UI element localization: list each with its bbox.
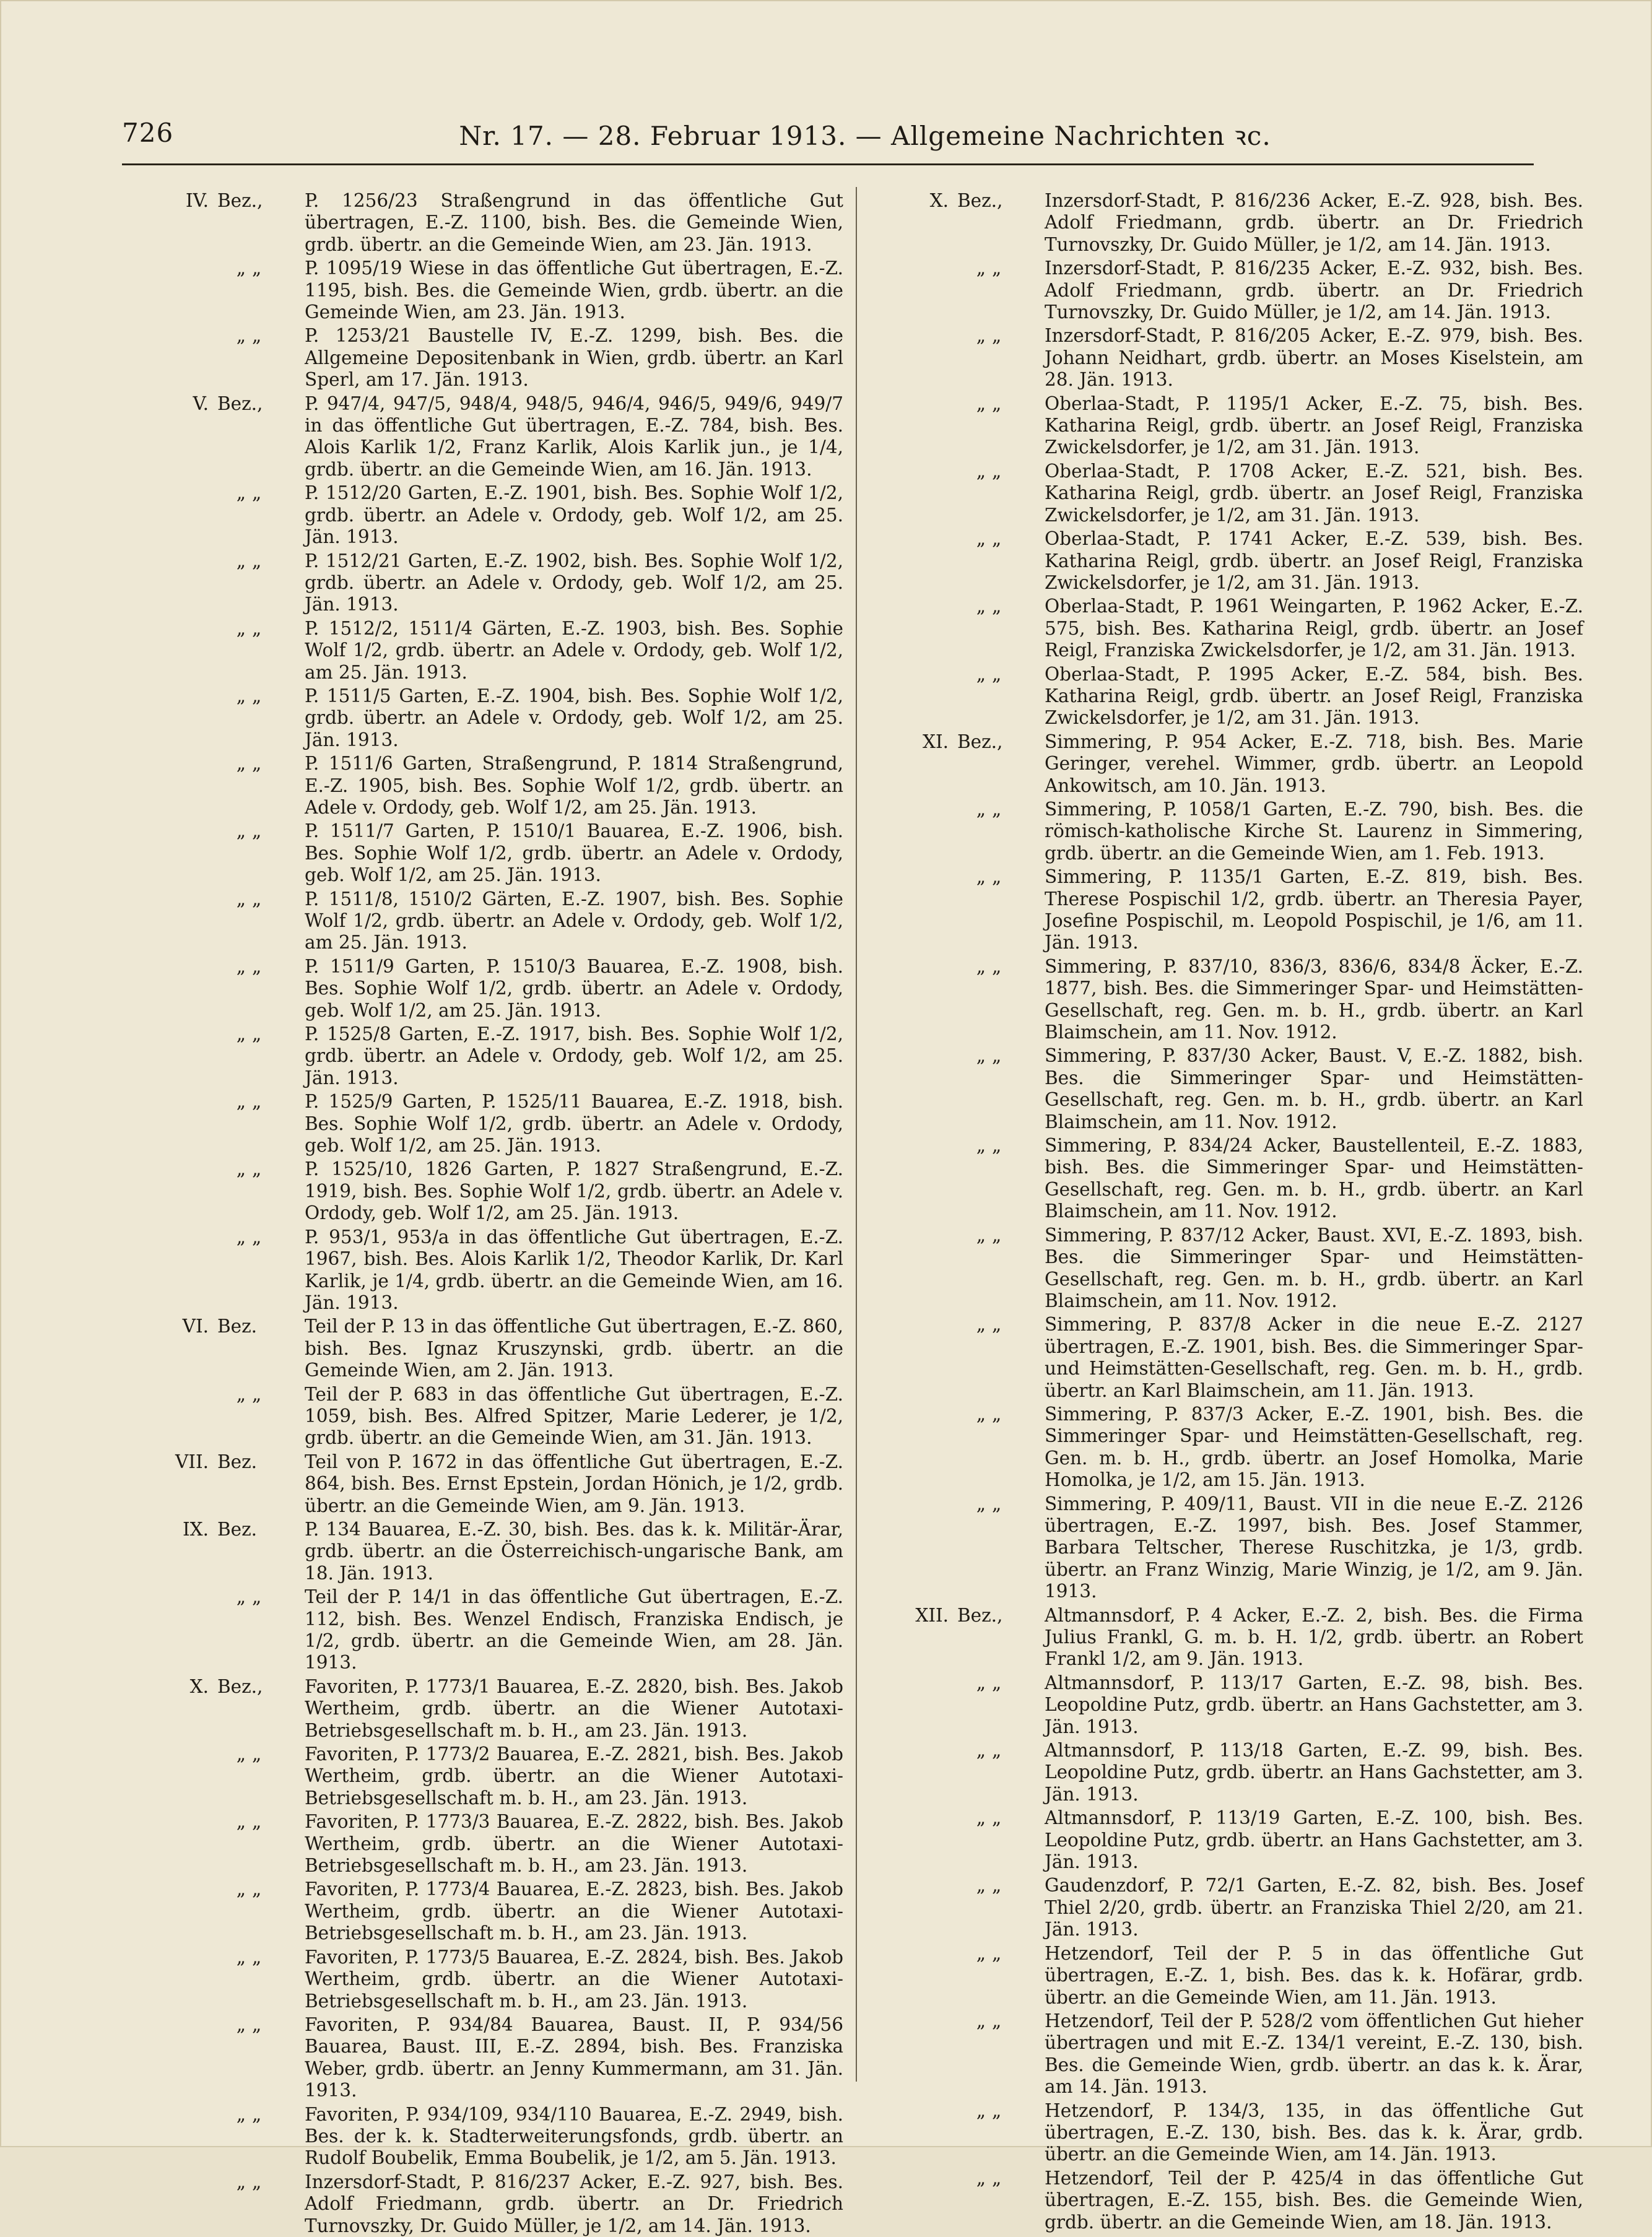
- district-label: [880, 731, 1038, 753]
- district-label: [141, 1947, 298, 1968]
- district-abbrev: „: [992, 1135, 1002, 1157]
- entry-text: Altmannsdorf, P. 4 Acker, E.-Z. 2, bish. Bes. die Firma Julius Frankl, G. m. b. H. 1/2, grdb. übertr. an Robert Frankl 1/2, am 9. Jän. 1913.: [1045, 1604, 1583, 1670]
- entry-text: Oberlaa-Stadt, P. 1961 Weingarten, P. 1962 Acker, E.-Z. 575, bish. Bes. Katharina Reigl, grdb. übertr. an Josef Reigl, Franziska Zwickelsdorfer, je 1/2, am 31. Jän. 1913.: [1045, 596, 1583, 661]
- register-entry: [880, 461, 1583, 526]
- district-label: [880, 1404, 1038, 1425]
- entry-text: Simmering, P. 837/12 Acker, Baust. XVI, E.-Z. 1893, bish. Bes. die Simmeringer Spar- und Heimstätten-Gesellschaft, reg. Gen. m. b. H., grdb. übertr. an Karl Blaimschein, am 11. Nov. 1912.: [1045, 1224, 1583, 1311]
- district-number: „: [976, 1807, 986, 1829]
- district-label: [141, 1586, 298, 1608]
- district-abbrev: „: [992, 866, 1002, 888]
- district-label: [141, 753, 298, 775]
- entry-text: Simmering, P. 837/8 Acker in die neue E.-Z. 2127 übertragen, E.-Z. 1901, bish. Bes. die Simmeringer Spar- und Heimstätten-Gesellschaft, reg. Gen. m. b. H., grdb. übertr. an Karl Blaimschein, am 11. Jän. 1913.: [1045, 1314, 1583, 1401]
- district-number: „: [236, 820, 246, 842]
- district-abbrev: „: [992, 663, 1002, 685]
- district-label: [880, 1045, 1038, 1067]
- district-abbrev: „: [992, 1493, 1002, 1514]
- district-number: „: [976, 460, 986, 482]
- register-entry: [880, 1225, 1583, 1313]
- district-number: „: [236, 2171, 246, 2192]
- district-abbrev: Bez.,: [217, 1675, 263, 1697]
- district-number: „: [236, 1744, 246, 1765]
- district-abbrev: „: [252, 325, 262, 347]
- register-entry: [880, 1672, 1583, 1738]
- register-entry: [880, 528, 1583, 594]
- district-number: „: [236, 1946, 246, 1968]
- district-abbrev: Bez.: [217, 1451, 258, 1472]
- district-abbrev: „: [252, 820, 262, 842]
- district-number: „: [976, 955, 986, 977]
- district-abbrev: „: [992, 2010, 1002, 2031]
- district-abbrev: „: [252, 2013, 262, 2035]
- district-label: [141, 888, 298, 910]
- entry-text: Oberlaa-Stadt, P. 1195/1 Acker, E.-Z. 75, bish. Bes. Katharina Reigl, grdb. übertr. an Josef Reigl, Franziska Zwickelsdorfer, je 1/2, am 31. Jän. 1913.: [1045, 393, 1583, 458]
- district-label: [141, 2171, 298, 2193]
- entry-text: Favoriten, P. 1773/2 Bauarea, E.-Z. 2821, bish. Bes. Jakob Wertheim, grdb. übertr. an die Wiener Autotaxi-Betriebsgesellschaft m. b. H., am 23. Jän. 1913.: [305, 1744, 843, 1809]
- register-entry: [141, 258, 843, 323]
- district-number: „: [976, 866, 986, 888]
- district-label: [880, 2010, 1038, 2032]
- district-label: [141, 393, 298, 415]
- entry-text: P. 1511/8, 1510/2 Gärten, E.-Z. 1907, bish. Bes. Sophie Wolf 1/2, grdb. übertr. an Adele v. Ordody, geb. Wolf 1/2, am 25. Jän. 1913.: [305, 888, 843, 953]
- entry-text: Simmering, P. 1135/1 Garten, E.-Z. 819, bish. Bes. Therese Pospischil 1/2, grdb. übertr. an Theresia Payer, Josefine Pospischil, m. Leopold Pospischil, je 1/6, am 11. Jän. 1913.: [1045, 866, 1583, 953]
- entry-text: P. 1525/8 Garten, E.-Z. 1917, bish. Bes. Sophie Wolf 1/2, grdb. übertr. an Adele v. Ordody, geb. Wolf 1/2, am 25. Jän. 1913.: [305, 1023, 843, 1088]
- register-entry: [880, 1605, 1583, 1670]
- entry-text: Favoriten, P. 1773/3 Bauarea, E.-Z. 2822, bish. Bes. Jakob Wertheim, grdb. übertr. an die Wiener Autotaxi-Betriebsgesellschaft m. b. H., am 23. Jän. 1913.: [305, 1811, 843, 1877]
- district-abbrev: „: [252, 258, 262, 279]
- register-entry: [141, 1947, 843, 2012]
- district-abbrev: „: [992, 1807, 1002, 1829]
- district-number: „: [976, 1135, 986, 1157]
- entry-text: P. 1512/21 Garten, E.-Z. 1902, bish. Bes. Sophie Wolf 1/2, grdb. übertr. an Adele v. Ordody, geb. Wolf 1/2, am 25. Jän. 1913.: [305, 550, 843, 615]
- register-entry: [141, 482, 843, 548]
- register-entry: [141, 1023, 843, 1089]
- district-label: [880, 1943, 1038, 1965]
- district-label: [141, 1091, 298, 1113]
- entry-text: P. 1525/10, 1826 Garten, P. 1827 Straßengrund, E.-Z. 1919, bish. Bes. Sophie Wolf 1/2, grdb. übertr. an Adele v. Ordody, geb. Wolf 1/2, am 25. Jän. 1913.: [305, 1158, 843, 1224]
- district-number: IV.: [185, 190, 209, 211]
- register-entry: [880, 1875, 1583, 1940]
- district-abbrev: „: [992, 1045, 1002, 1067]
- district-abbrev: „: [252, 617, 262, 639]
- district-abbrev: „: [252, 955, 262, 977]
- register-entry: [141, 2104, 843, 2170]
- entry-text: Simmering, P. 837/3 Acker, E.-Z. 1901, bish. Bes. die Simmeringer Spar- und Heimstätten-Gesellschaft, reg. Gen. m. b. H., grdb. übertr. an Josef Homolka, Marie Homolka, je 1/2, am 15. Jän. 1913.: [1045, 1403, 1583, 1491]
- district-abbrev: „: [252, 1091, 262, 1113]
- district-abbrev: „: [992, 1875, 1002, 1896]
- register-entry: [141, 820, 843, 886]
- register-entry: [880, 1807, 1583, 1873]
- district-label: [141, 1158, 298, 1180]
- district-abbrev: „: [252, 1879, 262, 1900]
- district-number: „: [976, 1314, 986, 1336]
- district-number: „: [236, 2013, 246, 2035]
- entry-text: Teil von P. 1672 in das öffentliche Gut übertragen, E.-Z. 864, bish. Bes. Ernst Epstein, Jordan Hönich, je 1/2, grdb. übertr. an die Gemeinde Wien, am 9. Jän. 1913.: [305, 1451, 843, 1516]
- entry-text: Oberlaa-Stadt, P. 1995 Acker, E.-Z. 584, bish. Bes. Katharina Reigl, grdb. übertr. an Josef Reigl, Franziska Zwickelsdorfer, je 1/2, am 31. Jän. 1913.: [1045, 663, 1583, 729]
- district-label: [880, 1135, 1038, 1157]
- register-entry: [141, 1158, 843, 1224]
- district-number: „: [236, 617, 246, 639]
- entry-text: P. 947/4, 947/5, 948/4, 948/5, 946/4, 946/5, 949/6, 949/7 in das öffentliche Gut übertragen, E.-Z. 784, bish. Bes. Alois Karlik 1/2, Franz Karlik, Alois Karlik jun., je 1/4, grdb. übertr. an die Gemeinde Wien, am 16. Jän. 1913.: [305, 393, 843, 480]
- district-label: [880, 1875, 1038, 1896]
- district-abbrev: „: [992, 393, 1002, 414]
- register-entry: [880, 2010, 1583, 2098]
- register-entry: [880, 1943, 1583, 2009]
- register-entry: [141, 1586, 843, 1674]
- district-abbrev: Bez.: [217, 1518, 258, 1540]
- district-number: „: [236, 258, 246, 279]
- register-entry: [141, 1744, 843, 1809]
- entry-text: Favoriten, P. 1773/4 Bauarea, E.-Z. 2823, bish. Bes. Jakob Wertheim, grdb. übertr. an die Wiener Autotaxi-Betriebsgesellschaft m. b. H., am 23. Jän. 1913.: [305, 1879, 843, 1944]
- entry-text: P. 1253/21 Baustelle IV, E.-Z. 1299, bish. Bes. die Allgemeine Depositenbank in Wien, grdb. übertr. an Karl Sperl, am 17. Jän. 1913.: [305, 325, 843, 391]
- entry-text: Simmering, P. 409/11, Baust. VII in die neue E.-Z. 2126 übertragen, E.-Z. 1997, bish. Bes. Josef Stammer, Barbara Teltscher, Therese Ruschitzka, je 1/3, grdb. übertr. an Franz Winzig, Marie Winzig, je 1/2, am 9. Jän. 1913.: [1045, 1493, 1583, 1602]
- page-header: [122, 118, 1534, 155]
- register-entry: [141, 956, 843, 1022]
- district-label: [141, 1316, 298, 1337]
- district-number: „: [976, 1740, 986, 1761]
- header-rule: [122, 163, 1534, 165]
- register-entry: [880, 731, 1583, 797]
- entry-text: Altmannsdorf, P. 113/17 Garten, E.-Z. 98, bish. Bes. Leopoldine Putz, grdb. übertr. an Hans Gachstetter, am 3. Jän. 1913.: [1045, 1672, 1583, 1737]
- register-entry: [141, 1451, 843, 1517]
- district-number: „: [976, 2010, 986, 2031]
- entry-text: P. 1095/19 Wiese in das öffentliche Gut übertragen, E.-Z. 1195, bish. Bes. die Gemeinde Wien, grdb. übertr. an die Gemeinde Wien, am 23. Jän. 1913.: [305, 258, 843, 323]
- district-abbrev: „: [992, 2100, 1002, 2121]
- district-number: V.: [193, 393, 209, 414]
- district-label: [141, 550, 298, 572]
- register-entry: [880, 258, 1583, 323]
- entry-text: P. 1511/9 Garten, P. 1510/3 Bauarea, E.-Z. 1908, bish. Bes. Sophie Wolf 1/2, grdb. übertr. an Adele v. Ordody, geb. Wolf 1/2, am 25. Jän. 1913.: [305, 955, 843, 1021]
- district-label: [880, 1314, 1038, 1336]
- page-title: Nr. 17. — 28. Februar 1913. — Allgemeine Nachrichten ꝛc.: [459, 121, 1271, 151]
- register-entry: [880, 2100, 1583, 2166]
- district-label: [141, 1744, 298, 1765]
- district-number: VII.: [175, 1451, 209, 1472]
- entry-text: P. 1511/7 Garten, P. 1510/1 Bauarea, E.-Z. 1906, bish. Bes. Sophie Wolf 1/2, grdb. übertr. an Adele v. Ordody, geb. Wolf 1/2, am 25. Jän. 1913.: [305, 820, 843, 886]
- district-abbrev: „: [252, 1946, 262, 1968]
- district-label: [141, 1384, 298, 1405]
- district-abbrev: „: [252, 2103, 262, 2125]
- register-entry: [880, 1135, 1583, 1223]
- entry-text: Altmannsdorf, P. 113/19 Garten, E.-Z. 100, bish. Bes. Leopoldine Putz, grdb. übertr. an Hans Gachstetter, am 3. Jän. 1913.: [1045, 1807, 1583, 1873]
- district-number: „: [236, 1023, 246, 1045]
- district-label: [141, 685, 298, 707]
- district-abbrev: „: [992, 798, 1002, 820]
- district-abbrev: „: [992, 1672, 1002, 1693]
- register-entry: [880, 1404, 1583, 1492]
- register-entry: [141, 2014, 843, 2102]
- district-number: X.: [189, 1675, 209, 1697]
- district-abbrev: „: [992, 955, 1002, 977]
- register-entry: [880, 1045, 1583, 1133]
- district-abbrev: Bez.,: [217, 190, 263, 211]
- entry-text: P. 1512/2, 1511/4 Gärten, E.-Z. 1903, bish. Bes. Sophie Wolf 1/2, grdb. übertr. an Adele v. Ordody, geb. Wolf 1/2, am 25. Jän. 1913.: [305, 617, 843, 683]
- register-entry: [141, 393, 843, 481]
- district-abbrev: „: [992, 1942, 1002, 1964]
- register-entry: [880, 2168, 1583, 2233]
- entry-text: P. 953/1, 953/a in das öffentliche Gut übertragen, E.-Z. 1967, bish. Bes. Alois Karlik 1/2, Theodor Karlik, Dr. Karl Karlik, je 1/4, grdb. übertr. an die Gemeinde Wien, am 16. Jän. 1913.: [305, 1226, 843, 1313]
- district-abbrev: „: [252, 753, 262, 775]
- entry-text: Inzersdorf-Stadt, P. 816/205 Acker, E.-Z. 979, bish. Bes. Johann Neidhart, grdb. übertr. an Moses Kiselstein, am 28. Jän. 1913.: [1045, 325, 1583, 391]
- district-label: [141, 258, 298, 279]
- district-number: „: [976, 1942, 986, 1964]
- entry-text: Hetzendorf, Teil der P. 5 in das öffentliche Gut übertragen, E.-Z. 1, bish. Bes. das k. k. Hofärar, grdb. übertr. an die Gemeinde Wien, am 11. Jän. 1913.: [1045, 1942, 1583, 2008]
- district-number: XI.: [922, 731, 949, 752]
- entry-text: Favoriten, P. 1773/1 Bauarea, E.-Z. 2820, bish. Bes. Jakob Wertheim, grdb. übertr. an die Wiener Autotaxi-Betriebsgesellschaft m. b. H., am 23. Jän. 1913.: [305, 1675, 843, 1741]
- district-label: [141, 618, 298, 640]
- district-label: [880, 1672, 1038, 1694]
- district-number: „: [236, 955, 246, 977]
- register-entry: [141, 1519, 843, 1584]
- district-label: [141, 1879, 298, 1900]
- district-number: XII.: [915, 1604, 949, 1626]
- district-abbrev: Bez.,: [957, 1604, 1003, 1626]
- district-number: „: [236, 888, 246, 910]
- district-label: [141, 1023, 298, 1045]
- district-label: [880, 393, 1038, 415]
- district-label: [880, 190, 1038, 212]
- register-entry: [141, 1091, 843, 1157]
- entry-text: Oberlaa-Stadt, P. 1741 Acker, E.-Z. 539, bish. Bes. Katharina Reigl, grdb. übertr. an Josef Reigl, Franziska Zwickelsdorfer, je 1/2, am 31. Jän. 1913.: [1045, 528, 1583, 593]
- entry-text: Hetzendorf, Teil der P. 528/2 vom öffentlichen Gut hieher übertragen und mit E.-Z. 134/1 vereint, E.-Z. 130, bish. Bes. die Gemeinde Wien, grdb. übertr. an das k. k. Ärar, am 14. Jän. 1913.: [1045, 2010, 1583, 2098]
- district-label: [141, 956, 298, 978]
- district-label: [141, 1811, 298, 1833]
- district-number: „: [236, 1879, 246, 1900]
- register-entry: [880, 596, 1583, 661]
- district-label: [880, 1225, 1038, 1246]
- entry-text: Gaudenzdorf, P. 72/1 Garten, E.-Z. 82, bish. Bes. Josef Thiel 2/20, grdb. übertr. an Franziska Thiel 2/20, am 21. Jän. 1913.: [1045, 1875, 1583, 1940]
- district-abbrev: Bez.,: [957, 731, 1003, 752]
- district-abbrev: „: [252, 1023, 262, 1045]
- register-entry: [880, 664, 1583, 729]
- district-abbrev: „: [992, 1740, 1002, 1761]
- district-label: [141, 1227, 298, 1248]
- district-label: [880, 528, 1038, 550]
- district-number: VI.: [182, 1316, 209, 1337]
- district-number: „: [976, 2100, 986, 2121]
- district-label: [880, 1740, 1038, 1761]
- district-abbrev: Bez.,: [217, 393, 263, 414]
- entry-text: Simmering, P. 834/24 Acker, Baustellenteil, E.-Z. 1883, bish. Bes. die Simmeringer Spar- und Heimstätten-Gesellschaft, reg. Gen. m. b. H., grdb. übertr. an Karl Blaimschein, am 11. Nov. 1912.: [1045, 1135, 1583, 1222]
- entry-text: P. 1511/6 Garten, Straßengrund, P. 1814 Straßengrund, E.-Z. 1905, bish. Bes. Sophie Wolf 1/2, grdb. übertr. an Adele v. Ordody, geb. Wolf 1/2, am 25. Jän. 1913.: [305, 753, 843, 818]
- district-abbrev: „: [992, 460, 1002, 482]
- entry-text: Teil der P. 683 in das öffentliche Gut übertragen, E.-Z. 1059, bish. Bes. Alfred Spitzer, Marie Lederer, je 1/2, grdb. übertr. an die Gemeinde Wien, am 31. Jän. 1913.: [305, 1383, 843, 1449]
- district-label: [141, 820, 298, 842]
- district-label: [141, 1676, 298, 1698]
- district-label: [141, 1451, 298, 1473]
- entry-text: Simmering, P. 837/30 Acker, Baust. V, E.-Z. 1882, bish. Bes. die Simmeringer Spar- und Heimstätten-Gesellschaft, reg. Gen. m. b. H., grdb. übertr. an Karl Blaimschein, am 11. Nov. 1912.: [1045, 1045, 1583, 1132]
- district-abbrev: „: [252, 1226, 262, 1248]
- district-number: „: [236, 1158, 246, 1180]
- district-abbrev: „: [992, 596, 1002, 617]
- district-abbrev: Bez.,: [957, 190, 1003, 211]
- district-abbrev: „: [252, 1744, 262, 1765]
- district-number: „: [976, 1224, 986, 1246]
- register-entry: [141, 325, 843, 391]
- district-label: [880, 258, 1038, 279]
- district-label: [141, 1519, 298, 1540]
- district-label: [880, 596, 1038, 617]
- district-number: „: [236, 1226, 246, 1248]
- district-number: „: [236, 325, 246, 347]
- page-number: 726: [122, 118, 174, 148]
- district-number: „: [976, 1672, 986, 1693]
- register-entry: [141, 550, 843, 616]
- district-abbrev: „: [252, 482, 262, 504]
- entry-text: Altmannsdorf, P. 113/18 Garten, E.-Z. 99, bish. Bes. Leopoldine Putz, grdb. übertr. an Hans Gachstetter, am 3. Jän. 1913.: [1045, 1740, 1583, 1805]
- district-number: „: [976, 663, 986, 685]
- district-abbrev: „: [992, 258, 1002, 279]
- district-number: „: [236, 1586, 246, 1608]
- register-entry: [141, 1811, 843, 1877]
- district-number: „: [236, 753, 246, 775]
- district-number: „: [236, 1383, 246, 1405]
- district-abbrev: „: [992, 1224, 1002, 1246]
- register-entry: [141, 1879, 843, 1944]
- district-abbrev: „: [992, 325, 1002, 347]
- entry-text: Simmering, P. 837/10, 836/3, 836/6, 834/8 Äcker, E.-Z. 1877, bish. Bes. die Simmeringer Spar- und Heimstätten-Gesellschaft, reg. Gen. m. b. H., grdb. übertr. an Karl Blaimschein, am 11. Nov. 1912.: [1045, 955, 1583, 1043]
- register-entry: [880, 866, 1583, 954]
- entry-text: Inzersdorf-Stadt, P. 816/236 Acker, E.-Z. 928, bish. Bes. Adolf Friedmann, grdb. übertr. an Dr. Friedrich Turnovszky, Dr. Guido Müller, je 1/2, am 14. Jän. 1913.: [1045, 190, 1583, 255]
- district-number: „: [976, 1403, 986, 1425]
- register-entry: [141, 888, 843, 954]
- district-number: „: [976, 1875, 986, 1896]
- district-label: [880, 1807, 1038, 1829]
- district-number: „: [976, 1045, 986, 1067]
- district-number: „: [976, 393, 986, 414]
- district-label: [880, 1493, 1038, 1515]
- register-entry: [880, 1314, 1583, 1402]
- district-label: [141, 482, 298, 504]
- register-entry: [141, 1676, 843, 1742]
- district-number: „: [236, 685, 246, 706]
- register-entry: [141, 753, 843, 819]
- register-entry: [880, 1740, 1583, 1805]
- entry-text: Teil der P. 14/1 in das öffentliche Gut übertragen, E.-Z. 112, bish. Bes. Wenzel Endisch, Franziska Endisch, je 1/2, grdb. übertr. an die Gemeinde Wien, am 28. Jän. 1913.: [305, 1586, 843, 1674]
- district-label: [880, 325, 1038, 347]
- district-abbrev: „: [252, 1158, 262, 1180]
- district-number: „: [976, 798, 986, 820]
- register-entry: [880, 393, 1583, 459]
- entry-text: P. 1512/20 Garten, E.-Z. 1901, bish. Bes. Sophie Wolf 1/2, grdb. übertr. an Adele v. Ordody, geb. Wolf 1/2, am 25. Jän. 1913.: [305, 482, 843, 548]
- district-label: [880, 2100, 1038, 2122]
- district-number: „: [236, 2103, 246, 2125]
- district-abbrev: „: [252, 1811, 262, 1833]
- entry-text: Favoriten, P. 934/84 Bauarea, Baust. II, P. 934/56 Bauarea, Baust. III, E.-Z. 2894, bish. Bes. Franziska Weber, grdb. übertr. an Jenny Kummermann, am 31. Jän. 1913.: [305, 2013, 843, 2101]
- district-abbrev: „: [992, 1403, 1002, 1425]
- entry-text: Simmering, P. 954 Acker, E.-Z. 718, bish. Bes. Marie Geringer, verehel. Wimmer, grdb. übertr. an Leopold Ankowitsch, am 10. Jän. 1913.: [1045, 731, 1583, 796]
- entry-text: Teil der P. 13 in das öffentliche Gut übertragen, E.-Z. 860, bish. Bes. Ignaz Kruszynski, grdb. übertr. an die Gemeinde Wien, am 2. Jän. 1913.: [305, 1316, 843, 1381]
- entry-text: Favoriten, P. 1773/5 Bauarea, E.-Z. 2824, bish. Bes. Jakob Wertheim, grdb. übertr. an die Wiener Autotaxi-Betriebsgesellschaft m. b. H., am 23. Jän. 1913.: [305, 1946, 843, 2012]
- district-abbrev: „: [252, 685, 262, 706]
- register-entry: [141, 685, 843, 751]
- register-entry: [880, 325, 1583, 391]
- register-entry: [141, 618, 843, 684]
- district-abbrev: „: [252, 1383, 262, 1405]
- district-number: „: [236, 550, 246, 571]
- district-number: „: [236, 482, 246, 504]
- right-column: [880, 190, 1583, 2233]
- district-abbrev: „: [992, 528, 1002, 550]
- district-number: „: [976, 596, 986, 617]
- left-column: [141, 190, 843, 2236]
- district-label: [880, 2168, 1038, 2189]
- district-label: [141, 325, 298, 347]
- district-abbrev: „: [252, 2171, 262, 2192]
- entry-text: P. 134 Bauarea, E.-Z. 30, bish. Bes. das k. k. Militär-Ärar, grdb. übertr. an die Österreichisch-ungarische Bank, am 18. Jän. 1913.: [305, 1518, 843, 1584]
- district-number: „: [976, 2167, 986, 2189]
- district-label: [141, 190, 298, 212]
- district-number: X.: [929, 190, 949, 211]
- entry-text: Hetzendorf, P. 134/3, 135, in das öffentliche Gut übertragen, E.-Z. 130, bish. Bes. das k. k. Ärar, grdb. übertr. an die Gemeinde Wien, am 14. Jän. 1913.: [1045, 2100, 1583, 2165]
- district-abbrev: „: [252, 550, 262, 571]
- register-entry: [141, 190, 843, 256]
- district-number: IX.: [182, 1518, 209, 1540]
- district-number: „: [976, 1493, 986, 1514]
- district-number: „: [976, 258, 986, 279]
- district-number: „: [236, 1811, 246, 1833]
- district-label: [141, 2014, 298, 2036]
- district-label: [880, 664, 1038, 685]
- entry-text: Oberlaa-Stadt, P. 1708 Acker, E.-Z. 521, bish. Bes. Katharina Reigl, grdb. übertr. an Josef Reigl, Franziska Zwickelsdorfer, je 1/2, am 31. Jän. 1913.: [1045, 460, 1583, 526]
- entry-text: P. 1256/23 Straßengrund in das öffentliche Gut übertragen, E.-Z. 1100, bish. Bes. die Gemeinde Wien, grdb. übertr. an die Gemeinde Wien, am 23. Jän. 1913.: [305, 190, 843, 255]
- column-divider: [856, 187, 857, 2082]
- district-number: „: [976, 528, 986, 550]
- district-label: [880, 461, 1038, 482]
- district-label: [880, 956, 1038, 978]
- register-entry: [880, 190, 1583, 256]
- register-entry: [141, 2171, 843, 2237]
- district-number: „: [236, 1091, 246, 1113]
- register-entry: [880, 1493, 1583, 1603]
- register-entry: [141, 1316, 843, 1381]
- district-abbrev: „: [252, 888, 262, 910]
- register-entry: [141, 1227, 843, 1314]
- entry-text: Inzersdorf-Stadt, P. 816/235 Acker, E.-Z. 932, bish. Bes. Adolf Friedmann, grdb. übertr. an Dr. Friedrich Turnovszky, Dr. Guido Müller, je 1/2, am 14. Jän. 1913.: [1045, 258, 1583, 323]
- district-abbrev: „: [992, 1314, 1002, 1336]
- entry-text: Simmering, P. 1058/1 Garten, E.-Z. 790, bish. Bes. die römisch-katholische Kirche St. Laurenz in Simmering, grdb. übertr. an die Gemeinde Wien, am 1. Feb. 1913.: [1045, 798, 1583, 864]
- register-entry: [880, 799, 1583, 864]
- entry-text: P. 1525/9 Garten, P. 1525/11 Bauarea, E.-Z. 1918, bish. Bes. Sophie Wolf 1/2, grdb. übertr. an Adele v. Ordody, geb. Wolf 1/2, am 25. Jän. 1913.: [305, 1091, 843, 1157]
- entry-text: Inzersdorf-Stadt, P. 816/237 Acker, E.-Z. 927, bish. Bes. Adolf Friedmann, grdb. übertr. an Dr. Friedrich Turnovszky, Dr. Guido Müller, je 1/2, am 14. Jän. 1913.: [305, 2171, 843, 2236]
- entry-text: Favoriten, P. 934/109, 934/110 Bauarea, E.-Z. 2949, bish. Bes. der k. k. Stadterweiterungsfonds, grdb. übertr. an Rudolf Boubelik, Emma Boubelik, je 1/2, am 5. Jän. 1913.: [305, 2103, 843, 2169]
- entry-text: P. 1511/5 Garten, E.-Z. 1904, bish. Bes. Sophie Wolf 1/2, grdb. übertr. an Adele v. Ordody, geb. Wolf 1/2, am 25. Jän. 1913.: [305, 685, 843, 750]
- register-entry: [880, 956, 1583, 1044]
- district-abbrev: Bez.: [217, 1316, 258, 1337]
- district-label: [880, 799, 1038, 820]
- district-number: „: [976, 325, 986, 347]
- entry-text: Hetzendorf, Teil der P. 425/4 in das öffentliche Gut übertragen, E.-Z. 155, bish. Bes. die Gemeinde Wien, grdb. übertr. an die Gemeinde Wien, am 18. Jän. 1913.: [1045, 2167, 1583, 2233]
- district-label: [141, 2104, 298, 2126]
- district-abbrev: „: [252, 1586, 262, 1608]
- district-label: [880, 866, 1038, 888]
- register-entry: [141, 1384, 843, 1449]
- district-abbrev: „: [992, 2167, 1002, 2189]
- district-label: [880, 1605, 1038, 1627]
